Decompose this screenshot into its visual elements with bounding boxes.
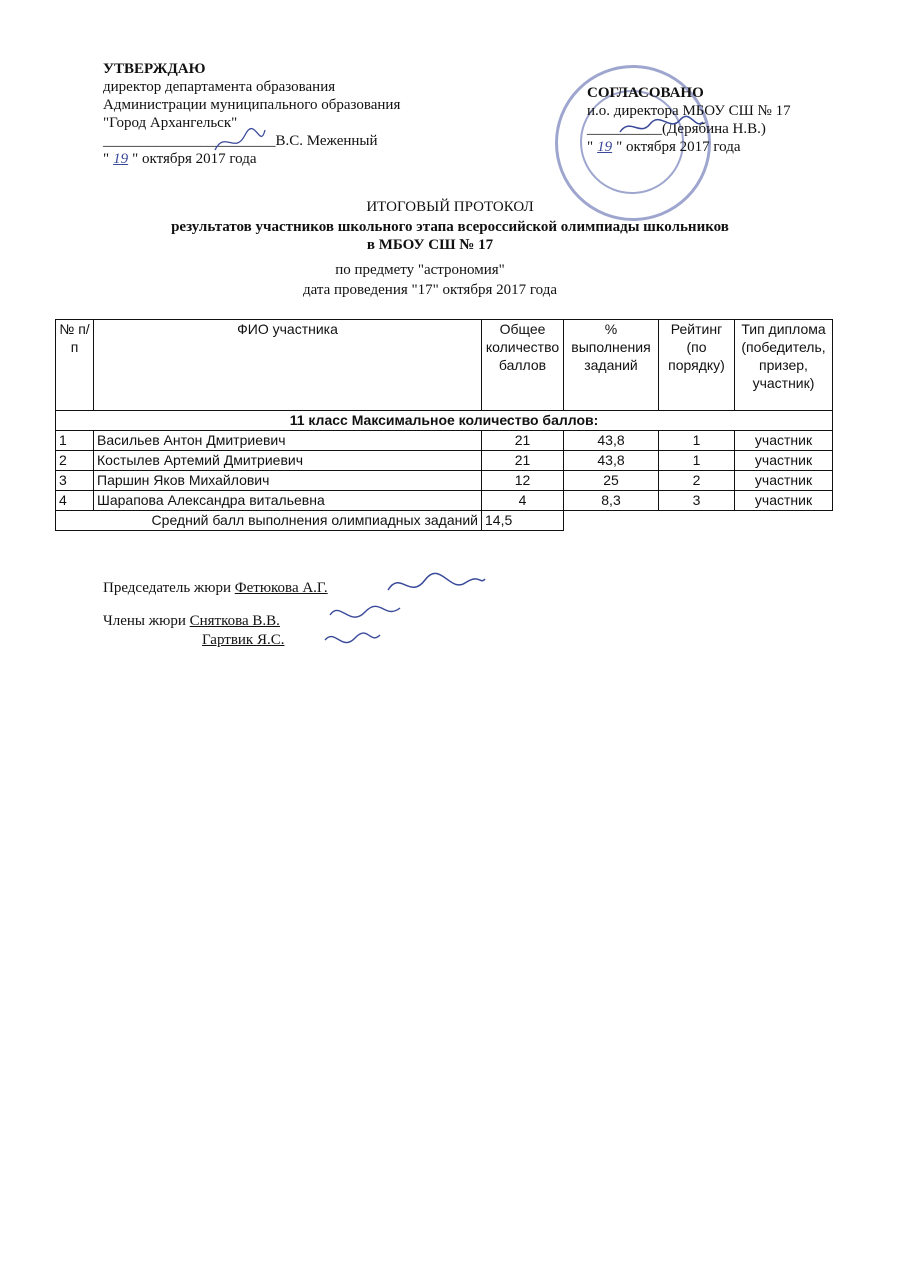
chair-signature: [380, 565, 490, 605]
protocol-date: дата проведения "17" октября 2017 года: [302, 282, 558, 298]
row-score: 12: [482, 471, 564, 491]
row-percent: 43,8: [564, 431, 659, 451]
jury-member-1: Сняткова В.В.: [189, 613, 280, 629]
agree-title: СОГЛАСОВАНО: [587, 85, 704, 101]
approve-date-day: 19: [113, 151, 129, 167]
row-name: Васильев Антон Дмитриевич: [94, 431, 482, 451]
row-percent: 25: [564, 471, 659, 491]
row-diploma: участник: [735, 431, 833, 451]
protocol-school: в МБОУ СШ № 17: [366, 237, 494, 253]
approve-date: " 19 " октября 2017 года: [103, 151, 257, 167]
row-rank: 1: [659, 451, 735, 471]
jury-chair-name: Фетюкова А.Г.: [234, 580, 328, 596]
row-score: 21: [482, 431, 564, 451]
row-name: Паршин Яков Михайлович: [94, 471, 482, 491]
agree-date-day: 19: [597, 139, 613, 155]
table-row: [56, 491, 833, 511]
row-name: Костылев Артемий Дмитриевич: [94, 451, 482, 471]
col-rank: Рейтинг (по порядку): [659, 320, 735, 411]
row-number: 1: [56, 431, 94, 451]
jury-chair: Председатель жюри Фетюкова А.Г.: [103, 580, 328, 596]
approve-line-1: директор департамента образования: [103, 79, 336, 95]
protocol-subtitle: результатов участников школьного этапа всероссийской олимпиады школьников: [171, 219, 729, 235]
table-row: [56, 471, 833, 491]
protocol-title: ИТОГОВЫЙ ПРОТОКОЛ: [366, 199, 534, 215]
row-score: 21: [482, 451, 564, 471]
approve-signer: _______________________В.С. Меженный: [103, 133, 378, 149]
section-row: [56, 411, 833, 431]
table-header-row: [56, 320, 833, 411]
row-diploma: участник: [735, 451, 833, 471]
table-row: [56, 451, 833, 471]
approve-signature: [210, 120, 270, 160]
row-number: 4: [56, 491, 94, 511]
col-diploma: Тип диплома (победитель, призер, участник): [735, 320, 833, 411]
approve-line-2: Администрации муниципального образования: [103, 97, 401, 113]
row-diploma: участник: [735, 491, 833, 511]
row-number: 3: [56, 471, 94, 491]
row-percent: 43,8: [564, 451, 659, 471]
col-number: № п/п: [56, 320, 94, 411]
approve-title: УТВЕРЖДАЮ: [103, 61, 206, 77]
average-row: [56, 511, 833, 531]
agree-line-1: и.о. директора МБОУ СШ № 17: [587, 103, 791, 119]
row-rank: 1: [659, 431, 735, 451]
results-table: [55, 319, 833, 531]
members-signatures: [320, 600, 410, 655]
row-diploma: участник: [735, 471, 833, 491]
row-rank: 3: [659, 491, 735, 511]
average-value: 14,5: [482, 511, 564, 531]
row-rank: 2: [659, 471, 735, 491]
agree-signature: [615, 112, 705, 142]
section-label: 11 класс Максимальное количество баллов:: [56, 411, 833, 431]
jury-member-2: Гартвик Я.С.: [202, 632, 285, 648]
col-score: Общее количество баллов: [482, 320, 564, 411]
average-label: Средний балл выполнения олимпиадных заданий: [56, 511, 482, 531]
col-name: ФИО участника: [94, 320, 482, 411]
agree-signer: __________(Дерябина Н.В.): [587, 121, 766, 137]
jury-members: Члены жюри Сняткова В.В.: [103, 613, 280, 629]
row-number: 2: [56, 451, 94, 471]
protocol-subject: по предмету "астрономия": [335, 262, 505, 278]
row-score: 4: [482, 491, 564, 511]
table-row: [56, 431, 833, 451]
row-name: Шарапова Александра витальевна: [94, 491, 482, 511]
agree-date: " 19 " октября 2017 года: [587, 139, 741, 155]
col-percent: % выполнения заданий: [564, 320, 659, 411]
approve-line-3: "Город Архангельск": [103, 115, 238, 131]
row-percent: 8,3: [564, 491, 659, 511]
